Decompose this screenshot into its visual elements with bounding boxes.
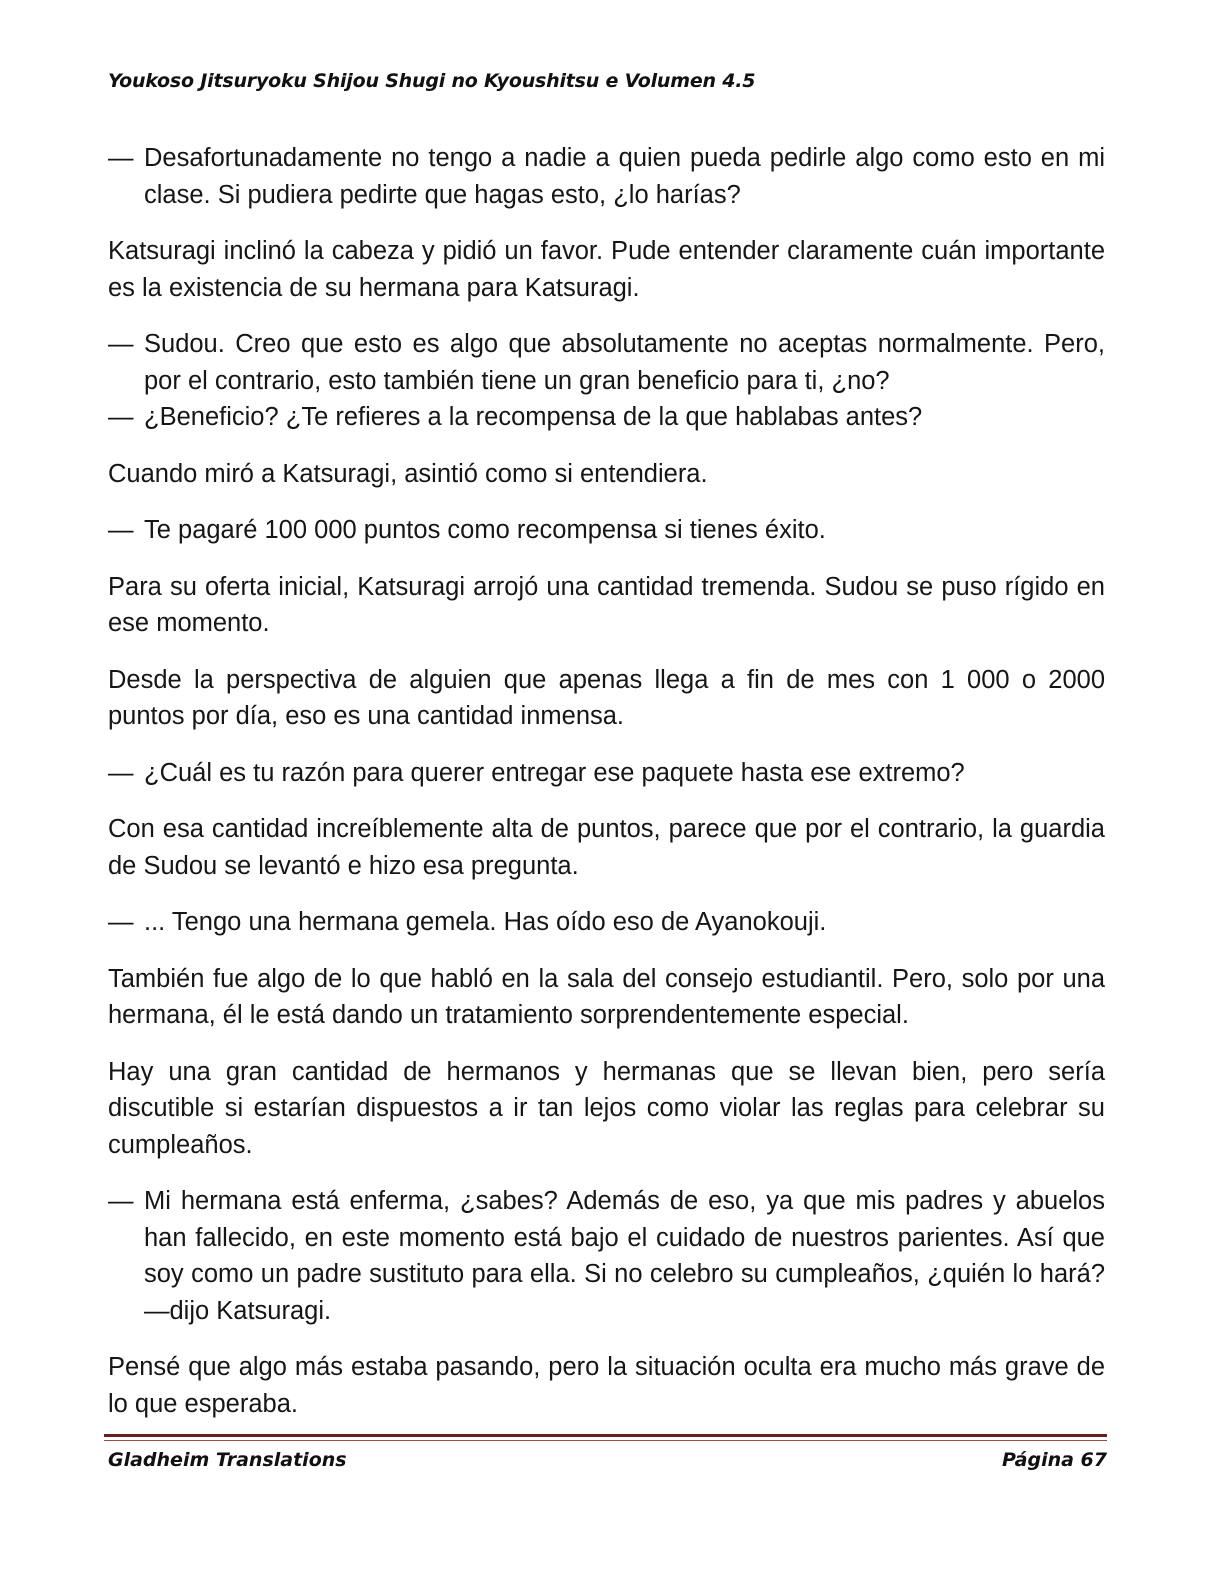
dialogue-block bbox=[108, 755, 1105, 792]
dialogue-text: ¿Cuál es tu razón para querer entregar ese paquete hasta ese extremo? bbox=[144, 758, 965, 787]
paragraph: Para su oferta inicial, Katsuragi arrojó una cantidad tremenda. Sudou se puso rígido en ese momento. bbox=[108, 572, 1105, 637]
dialogue-block bbox=[108, 326, 1105, 436]
dialogue-block bbox=[108, 512, 1105, 549]
dialogue-line bbox=[108, 512, 1105, 549]
dialogue-line bbox=[108, 904, 1105, 941]
paragraph: Cuando miró a Katsuragi, asintió como si entendiera. bbox=[108, 459, 708, 488]
paragraph: Pensé que algo más estaba pasando, pero la situación oculta era mucho más grave de lo que esperaba. bbox=[108, 1353, 1105, 1418]
dialogue-text: ¿Beneficio? ¿Te refieres a la recompensa de la que hablabas antes? bbox=[144, 403, 923, 431]
em-dash: — bbox=[108, 144, 134, 172]
page-body bbox=[108, 140, 1105, 1442]
paragraph: También fue algo de lo que habló en la sala del consejo estudiantil. Pero, solo por una hermana, él le está dando un tratamiento sorprendentemente especial. bbox=[108, 964, 1105, 1029]
dialogue-block bbox=[108, 140, 1105, 213]
dialogue-line bbox=[108, 1183, 1105, 1329]
em-dash: — bbox=[108, 908, 134, 936]
dialogue-line bbox=[108, 755, 1105, 792]
em-dash: — bbox=[108, 1187, 134, 1215]
paragraph: Hay una gran cantidad de hermanos y hermanas que se llevan bien, pero sería discutible si estarían dispuestos a ir tan lejos como violar las reglas para celebrar su cumpleaños. bbox=[108, 1057, 1105, 1159]
dialogue-line bbox=[108, 399, 1105, 436]
footer-rule-thick bbox=[104, 1434, 1107, 1437]
dialogue-text: Te pagaré 100 000 puntos como recompensa si tienes éxito. bbox=[144, 516, 826, 544]
dialogue-block bbox=[108, 904, 1105, 941]
dialogue-text: Sudou. Creo que esto es algo que absolutamente no aceptas normalmente. Pero, por el contrario, esto también tiene un gran beneficio para ti, ¿no? bbox=[144, 330, 1105, 395]
paragraph: Con esa cantidad increíblemente alta de puntos, parece que por el contrario, la guardia de Sudou se levantó e hizo esa pregunta. bbox=[108, 815, 1105, 880]
em-dash: — bbox=[108, 330, 134, 358]
em-dash: — bbox=[108, 516, 134, 544]
dialogue-text: ... Tengo una hermana gemela. Has oído eso de Ayanokouji. bbox=[144, 908, 827, 936]
dialogue-block bbox=[108, 1183, 1105, 1329]
em-dash: — bbox=[108, 403, 134, 431]
dialogue-line bbox=[108, 326, 1105, 399]
dialogue-text: Desafortunadamente no tengo a nadie a quien pueda pedirle algo como esto en mi clase. Si pudiera pedirte que hagas esto, ¿lo harías? bbox=[144, 144, 1105, 209]
footer-rule-thin bbox=[104, 1440, 1107, 1441]
running-header: Youkoso Jitsuryoku Shijou Shugi no Kyoushitsu e Volumen 4.5 bbox=[108, 70, 756, 92]
paragraph: Desde la perspectiva de alguien que apenas llega a fin de mes con 1 000 o 2000 puntos por día, eso es una cantidad inmensa. bbox=[108, 665, 1105, 730]
dialogue-text: Mi hermana está enferma, ¿sabes? Además de eso, ya que mis padres y abuelos han fallecido, en este momento está bajo el cuidado de nuestros parientes. Así que soy como un padre sustituto para ella. Si no celebro su cumpleaños, ¿quién lo hará? —dijo Katsuragi. bbox=[144, 1187, 1105, 1325]
dialogue-line bbox=[108, 140, 1105, 213]
paragraph: Katsuragi inclinó la cabeza y pidió un favor. Pude entender claramente cuán importante es la existencia de su hermana para Katsuragi. bbox=[108, 237, 1105, 302]
em-dash: — bbox=[108, 758, 134, 787]
footer-page-number: Página 67 bbox=[1001, 1449, 1107, 1471]
footer-publisher: Gladheim Translations bbox=[108, 1449, 347, 1471]
